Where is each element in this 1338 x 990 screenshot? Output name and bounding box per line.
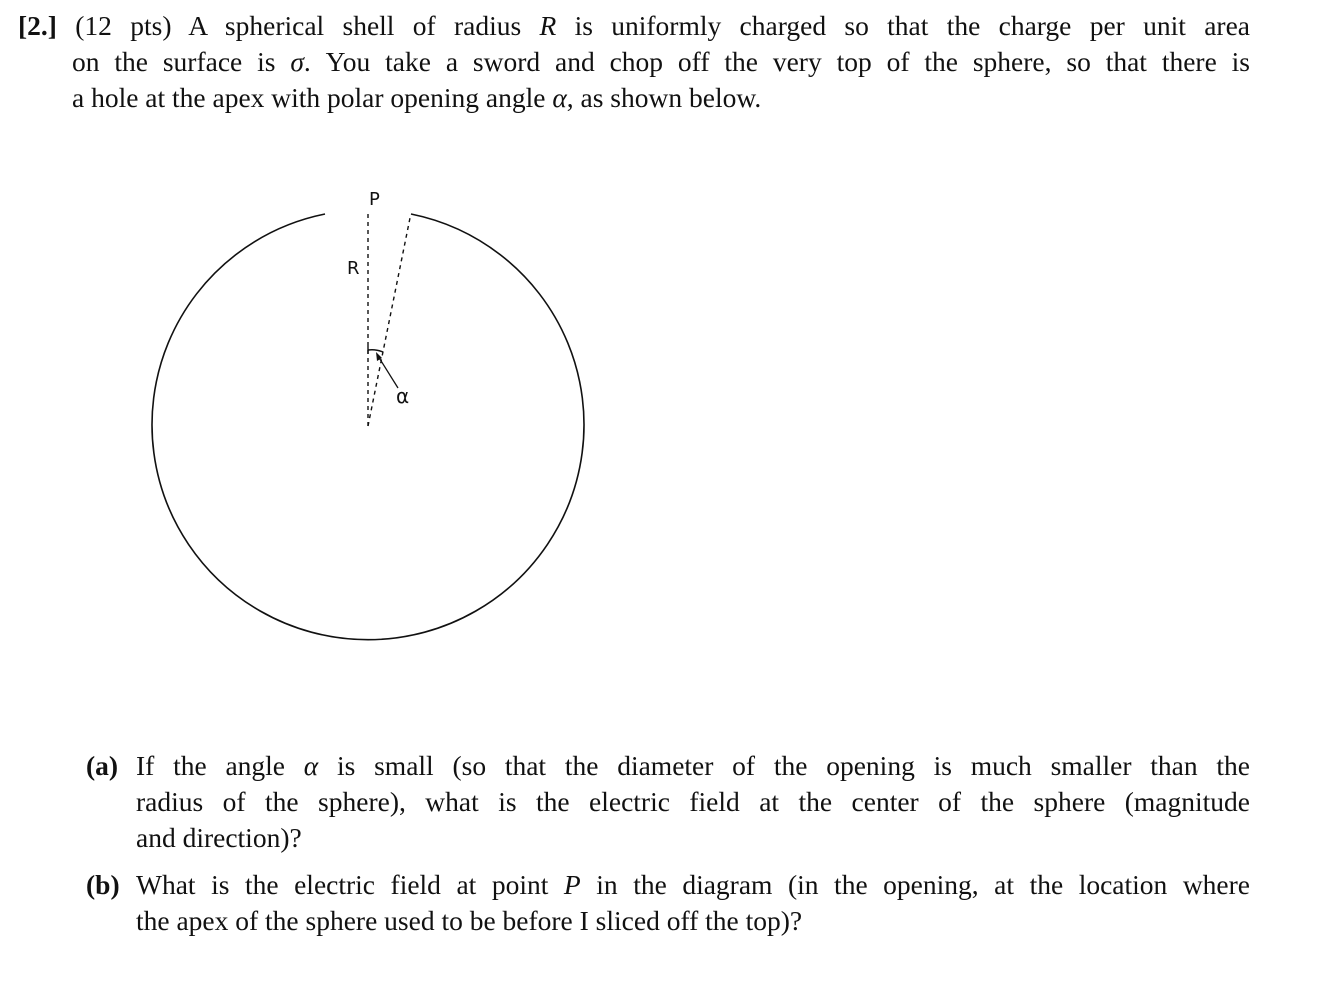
label-alpha: α: [396, 384, 410, 408]
alpha-pointer-line: [378, 356, 398, 388]
label-r: R: [347, 258, 360, 279]
part-b: [86, 867, 1250, 939]
part-a-label: (a): [86, 750, 119, 781]
label-p: P: [369, 189, 380, 210]
problem-text-1: (12 pts) A spherical shell of radius R is uniformly charged so that the charge per unit area: [75, 10, 1250, 41]
problem-line-3: a hole at the apex with polar opening angle α, as shown below.: [72, 82, 762, 113]
part-a-line-3: and direction)?: [136, 822, 302, 853]
part-a-line-2: radius of the sphere), what is the electric field at the center of the sphere (magnitude: [136, 786, 1250, 817]
part-b-line-1: What is the electric field at point P in the diagram (in the opening, at the location where: [136, 869, 1250, 900]
question-parts: [86, 748, 1250, 950]
part-a-line-1: If the angle α is small (so that the diameter of the opening is much smaller than the: [136, 750, 1250, 781]
angle-arc: [368, 350, 383, 352]
spherical-shell-arc: [152, 214, 584, 640]
part-b-line-2: the apex of the sphere used to be before I sliced off the top)?: [136, 905, 803, 936]
problem-number: [2.]: [18, 10, 57, 41]
problem-line-2: on the surface is σ. You take a sword and chop off the very top of the sphere, so that there is: [72, 46, 1250, 77]
part-b-label: (b): [86, 869, 120, 900]
part-a: [86, 748, 1250, 856]
